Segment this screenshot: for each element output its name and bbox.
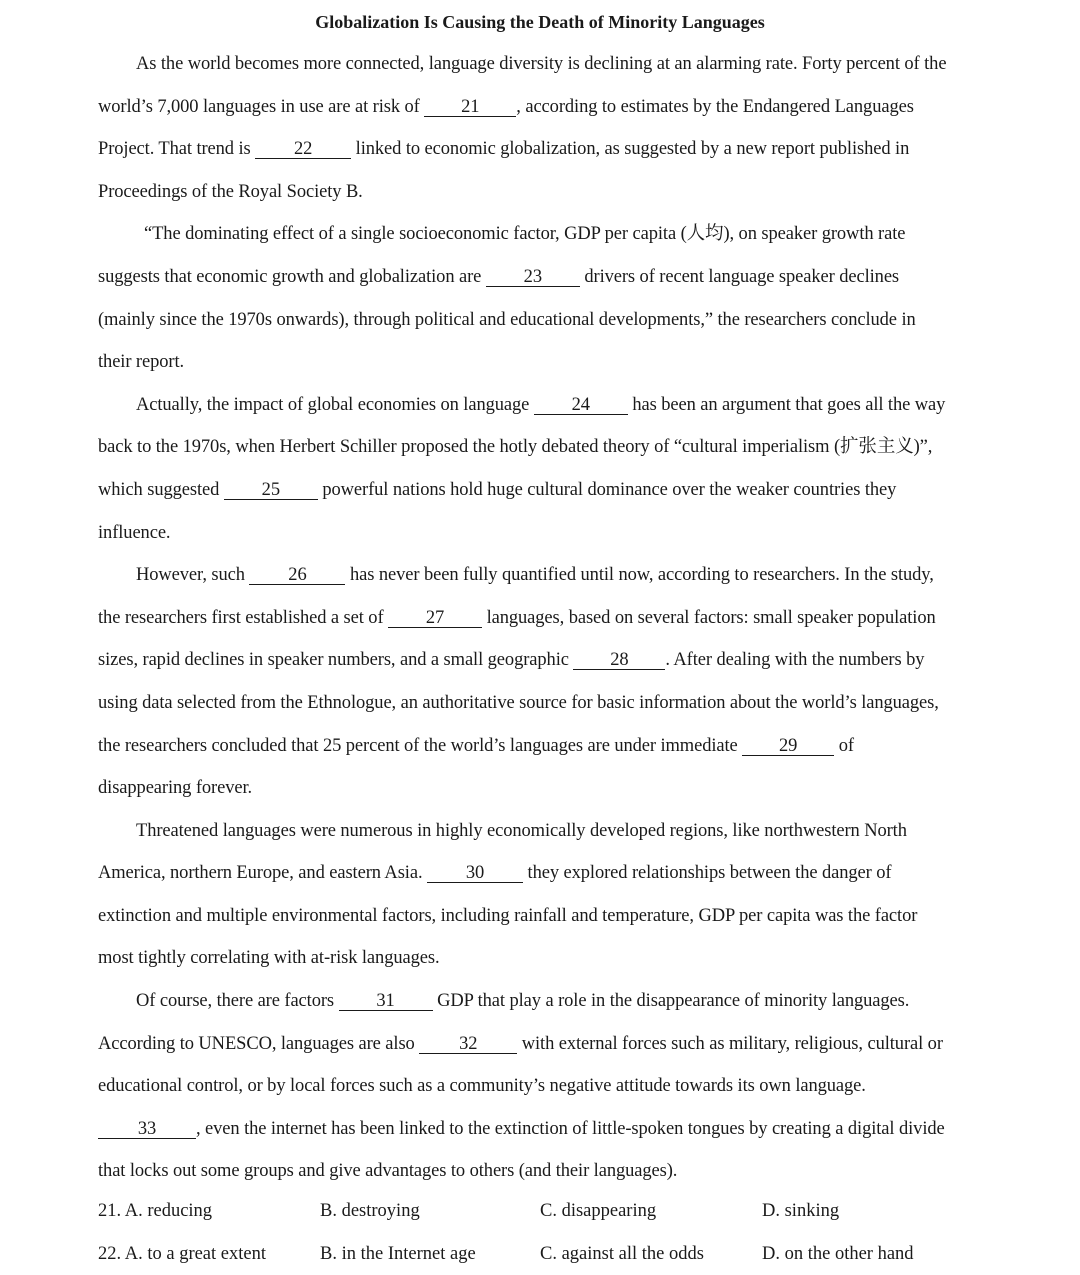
option-22-a[interactable]: 22. A. to a great extent bbox=[98, 1243, 266, 1264]
paragraph-6-line-1: Of course, there are factors 31 GDP that play a role in the disappearance of minority languages. bbox=[136, 991, 910, 1012]
blank-26[interactable]: 26 bbox=[249, 566, 345, 585]
paragraph-1-line-2: world’s 7,000 languages in use are at risk of 21 , according to estimates by the Endangered Languages bbox=[98, 96, 914, 117]
paragraph-4-line-1: However, such 26 has never been fully quantified until now, according to researchers. In the study, bbox=[136, 565, 934, 586]
blank-23[interactable]: 23 bbox=[486, 268, 580, 287]
option-22-b[interactable]: B. in the Internet age bbox=[320, 1243, 476, 1264]
paragraph-1-line-3: Project. That trend is 22 linked to economic globalization, as suggested by a new report published in bbox=[98, 139, 910, 160]
paragraph-5-line-1: Threatened languages were numerous in highly economically developed regions, like northwestern North bbox=[136, 820, 907, 841]
blank-33[interactable]: 33 bbox=[98, 1120, 196, 1139]
answer-options bbox=[98, 1190, 998, 1275]
paragraph-5-line-2: America, northern Europe, and eastern Asia. 30 they explored relationships between the danger of bbox=[98, 863, 892, 884]
blank-29[interactable]: 29 bbox=[742, 737, 834, 756]
paragraph-5-line-3: extinction and multiple environmental factors, including rainfall and temperature, GDP per capita was the factor bbox=[98, 905, 918, 926]
option-21-d[interactable]: D. sinking bbox=[762, 1201, 840, 1221]
option-21-b[interactable]: B. destroying bbox=[320, 1201, 420, 1221]
paragraph-3-line-1: Actually, the impact of global economies on language 24 has been an argument that goes all the way bbox=[136, 394, 946, 415]
paragraph-2-line-4: their report. bbox=[98, 352, 185, 373]
blank-31[interactable]: 31 bbox=[339, 992, 433, 1011]
paragraph-3-line-4: influence. bbox=[98, 522, 171, 543]
paragraph-6-line-4: 33 , even the internet has been linked to the extinction of little-spoken tongues by creating a digital divide bbox=[98, 1108, 998, 1151]
passage-title: Globalization Is Causing the Death of Minority Languages bbox=[315, 12, 765, 32]
paragraph-1-line-1: As the world becomes more connected, language diversity is declining at an alarming rate. Forty percent of the bbox=[136, 54, 947, 74]
blank-27[interactable]: 27 bbox=[388, 609, 482, 628]
blank-28[interactable]: 28 bbox=[573, 651, 665, 670]
paragraph-2-line-2: suggests that economic growth and globalization are 23 drivers of recent language speaker declines bbox=[98, 266, 900, 287]
paragraph-3-line-3: which suggested 25 powerful nations hold huge cultural dominance over the weaker countries they bbox=[98, 479, 897, 500]
paragraph-4-line-5: the researchers concluded that 25 percent of the world’s languages are under immediate 29 of bbox=[98, 735, 854, 756]
option-22-d[interactable]: D. on the other hand bbox=[762, 1243, 914, 1264]
blank-24[interactable]: 24 bbox=[534, 396, 628, 415]
option-21-a[interactable]: 21. A. reducing bbox=[98, 1201, 213, 1221]
paragraph-4-line-3: sizes, rapid declines in speaker numbers, and a small geographic 28 . After dealing with the numbers by bbox=[98, 650, 925, 671]
paragraph-3-line-2: back to the 1970s, when Herbert Schiller proposed the hotly debated theory of “cultural imperialism (扩张主义)”, bbox=[98, 437, 933, 458]
paragraph-6-line-5: that locks out some groups and give advantages to others (and their languages). bbox=[98, 1161, 678, 1182]
paragraph-6-line-3: educational control, or by local forces such as a community’s negative attitude towards its own language. bbox=[98, 1076, 866, 1097]
paragraph-2-line-1: “The dominating effect of a single socioeconomic factor, GDP per capita (人均), on speaker growth rate bbox=[144, 224, 906, 245]
paragraph-5-line-4: most tightly correlating with at-risk languages. bbox=[98, 948, 440, 969]
paragraph-4-line-4: using data selected from the Ethnologue, an authoritative source for basic information about the world’s languages, bbox=[98, 692, 939, 713]
paragraph-4-line-2: the researchers first established a set of 27 languages, based on several factors: small speaker population bbox=[98, 607, 936, 628]
blank-21[interactable]: 21 bbox=[424, 98, 516, 117]
blank-30[interactable]: 30 bbox=[427, 864, 523, 883]
option-21-c[interactable]: C. disappearing bbox=[540, 1201, 657, 1221]
passage-body bbox=[98, 43, 998, 1193]
paragraph-2-line-3: (mainly since the 1970s onwards), through political and educational developments,” the researchers conclude in bbox=[98, 309, 916, 330]
option-22-c[interactable]: C. against all the odds bbox=[540, 1243, 704, 1264]
paragraph-1-line-4: Proceedings of the Royal Society B. bbox=[98, 181, 363, 202]
blank-22[interactable]: 22 bbox=[255, 140, 351, 159]
paragraph-4-line-6: disappearing forever. bbox=[98, 778, 253, 799]
question-22-options bbox=[98, 1233, 998, 1275]
blank-32[interactable]: 32 bbox=[419, 1035, 517, 1054]
paragraph-6-line-2: According to UNESCO, languages are also 32 with external forces such as military, religious, cultural or bbox=[98, 1033, 943, 1054]
question-21-options bbox=[98, 1190, 998, 1233]
blank-25[interactable]: 25 bbox=[224, 481, 318, 500]
